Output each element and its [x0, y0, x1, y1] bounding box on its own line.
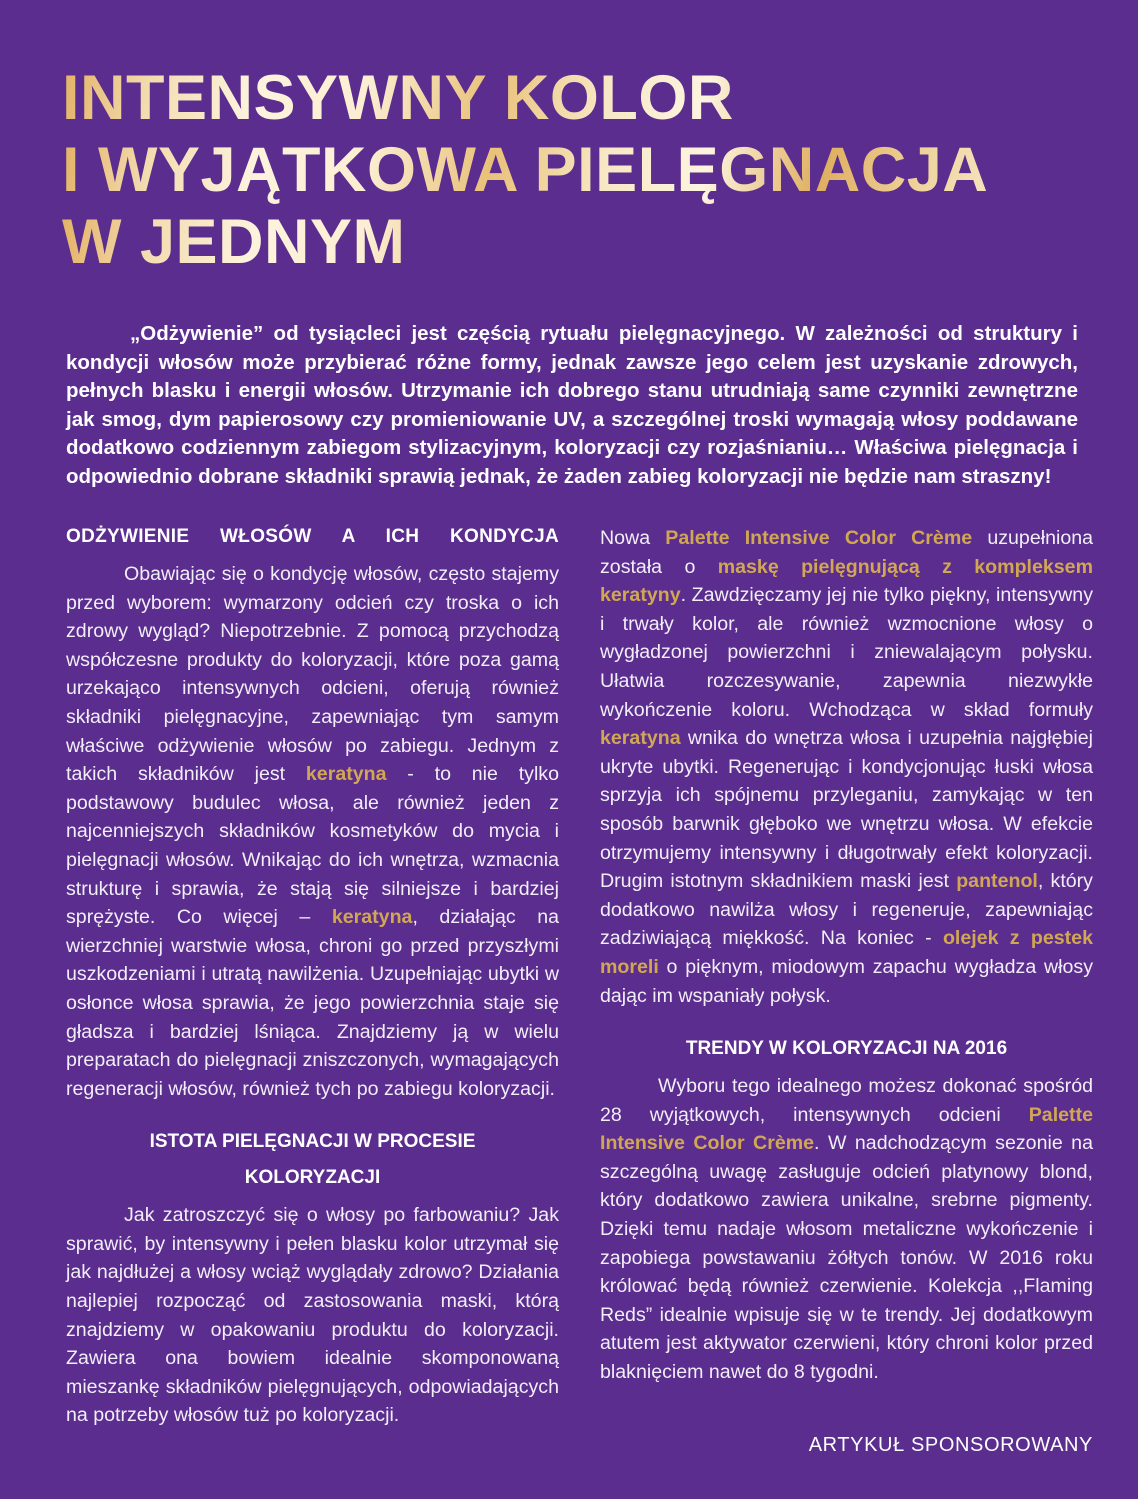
left-p1-part-2: - to nie tylko podstawowy budulec włosa, ale również jeden z najcenniejszych składników kosmetyków do mycia i pielęgnacji włosów. Wnikając do ich wnętrza, wzmacnia strukturę i sprawia, że stają się silniejsze i bardziej sprężyste. Co więcej –	[66, 763, 560, 929]
highlight-keratyna-3: keratyna	[600, 727, 681, 750]
right-p1-part-1: Nowa	[600, 527, 666, 549]
left-p2-text: Jak zatroszczyć się o włosy po farbowaniu? Jak sprawić, by intensywny i pełen blasku kolor utrzymał się jak najdłużej a włosy wciąż wyglądały zdrowo? Działania najlepiej rozpocząć od zastosowania maski, którą znajdziemy w opakowaniu produktu do koloryzacji. Zawiera ona bowiem idealnie skomponowaną mieszankę składników pielęgnujących, odpowiadających na potrzeby włosów tuż po koloryzacji.	[66, 1204, 559, 1427]
section-heading-odzywienie: ODŻYWIENIE WŁOSÓW A ICH KONDYCJA	[66, 526, 559, 547]
headline-line-2: I WYJĄTKOWA PIELĘGNACJA	[62, 134, 1082, 206]
left-paragraph-1	[66, 560, 559, 1103]
highlight-pantenol: pantenol	[956, 870, 1038, 893]
highlight-maska-keratyna: maskę pielęgnującą z kompleksem keratyny	[600, 555, 1093, 607]
headline-line-3: W JEDNYM	[62, 206, 1082, 278]
page-title	[62, 62, 1082, 278]
lead-paragraph	[66, 320, 1078, 492]
highlight-olejek-moreli: olejek z pestek moreli	[600, 927, 1093, 978]
right-paragraph-2	[600, 1072, 1093, 1387]
lead-text: „Odżywienie” od tysiącleci jest częścią rytuału pielęgnacyjnego. W zależności od struktury i kondycji włosów może przybierać różne formy, jednak zawsze jego celem jest uzyskanie zdrowych, pełnych blasku i energii włosów. Utrzymanie ich dobrego stanu utrudniają same czynniki zewnętrzne jak smog, dym papierosowy czy promieniowanie UV, a szczególnej troski wymagają włosy poddawane dodatkowo codziennym zabiegom stylizacyjnym, koloryzacji czy rozjaśnianiu… Właściwa pielęgnacja i odpowiednio dobrane składniki sprawią jednak, że żaden zabieg koloryzacji nie będzie nam straszny!	[66, 322, 1078, 488]
right-p1-part-4: wnika do wnętrza włosa i uzupełnia najgłębiej ukryte ubytki. Regenerując i kondycjonując łuski włosa sprzyja ich spójnemu przyleganiu, zamykając w ten sposób barwnik głęboko we wnętrzu włosa. W efekcie otrzymujemy intensywny i długotrwały efekt koloryzacji. Drugim istotnym składnikiem maski jest	[600, 727, 1093, 893]
right-p1-part-6: o pięknym, miodowym zapachu wygładza włosy dając im wspaniały połysk.	[600, 955, 1093, 1007]
highlight-keratyna-2: keratyna	[331, 906, 413, 929]
section-heading-trendy: TRENDY W KOLORYZACJI NA 2016	[685, 1038, 1008, 1060]
left-p1-part-3: , działając na wierzchniej warstwie włosa, chroni go przed przyszłymi uszkodzeniami i utratą nawilżenia. Uzupełniając ubytki w osłonce włosa sprawia, że jego powierzchnia staje się gładsza i bardziej lśniąca. Znajdziemy ją w wielu preparatach do pielęgnacji zniszczonych, wymagających regeneracji włosów, również tych po zabiegu koloryzacji.	[66, 906, 559, 1100]
right-paragraph-1	[600, 524, 1093, 1010]
section-heading-istota-line-1: ISTOTA PIELĘGNACJI W PROCESIE	[149, 1131, 476, 1153]
right-p1-part-3: . Zawdzięczamy jej nie tylko piękny, intensywny i trwały kolor, ale również wzmocnione włosy o wygładzonej powierzchni i zniewalającym połysku. Ułatwia rozczesywanie, zapewnia niezwykłe wykończenie koloru. Wchodząca w skład formuły	[600, 584, 1093, 721]
left-column	[66, 524, 559, 1430]
left-p1-part-1: Obawiając się o kondycję włosów, często stajemy przed wyborem: wymarzony odcień czy troska o ich zdrowy wygląd? Niepotrzebnie. Z pomocą przychodzą współczesne produkty do koloryzacji, które poza gamą urzekająco intensywnych odcieni, oferują również składniki pielęgnacyjne, zapewniając tym samym właściwe odżywienie włosów po zabiegu. Jednym z takich składników jest	[66, 563, 559, 786]
highlight-palette-product-2: Palette Intensive Color Crème	[600, 1103, 1093, 1155]
right-column	[600, 524, 1093, 1387]
section-heading-istota-line-2: KOLORYZACJI	[244, 1167, 381, 1189]
right-p1-part-5: , który dodatkowo nawilża włosy i regeneruje, zapewniając zadziwiającą miękkość. Na koniec -	[600, 870, 1093, 950]
headline-line-1: INTENSYWNY KOLOR	[62, 62, 1082, 134]
highlight-palette-product-1: Palette Intensive Color Crème	[665, 527, 973, 549]
sponsored-article-label: ARTYKUŁ SPONSOROWANY	[808, 1434, 1093, 1456]
highlight-keratyna-1: keratyna	[305, 763, 387, 786]
right-p2-part-2: . W nadchodzącym sezonie na szczególną uwagę zasługuje odcień platynowy blond, który dodatkowo zawiera unikalne, srebrne pigmenty. Dzięki temu nadaje włosom metaliczne wykończenie i zapobiega powstawaniu żółtych tonów. W 2016 roku królować będą również czerwienie. Kolekcja ,,Flaming Reds” idealnie wpisuje się w te trendy. Jej dodatkowym atutem jest aktywator czerwieni, który chroni kolor przed blaknięciem nawet do 8 tygodni.	[600, 1132, 1093, 1384]
right-p1-part-2: uzupełniona została o	[600, 527, 1094, 578]
right-p2-part-1: Wyboru tego idealnego możesz dokonać spośród 28 wyjątkowych, intensywnych odcieni	[600, 1075, 1093, 1126]
left-paragraph-2	[66, 1201, 559, 1430]
